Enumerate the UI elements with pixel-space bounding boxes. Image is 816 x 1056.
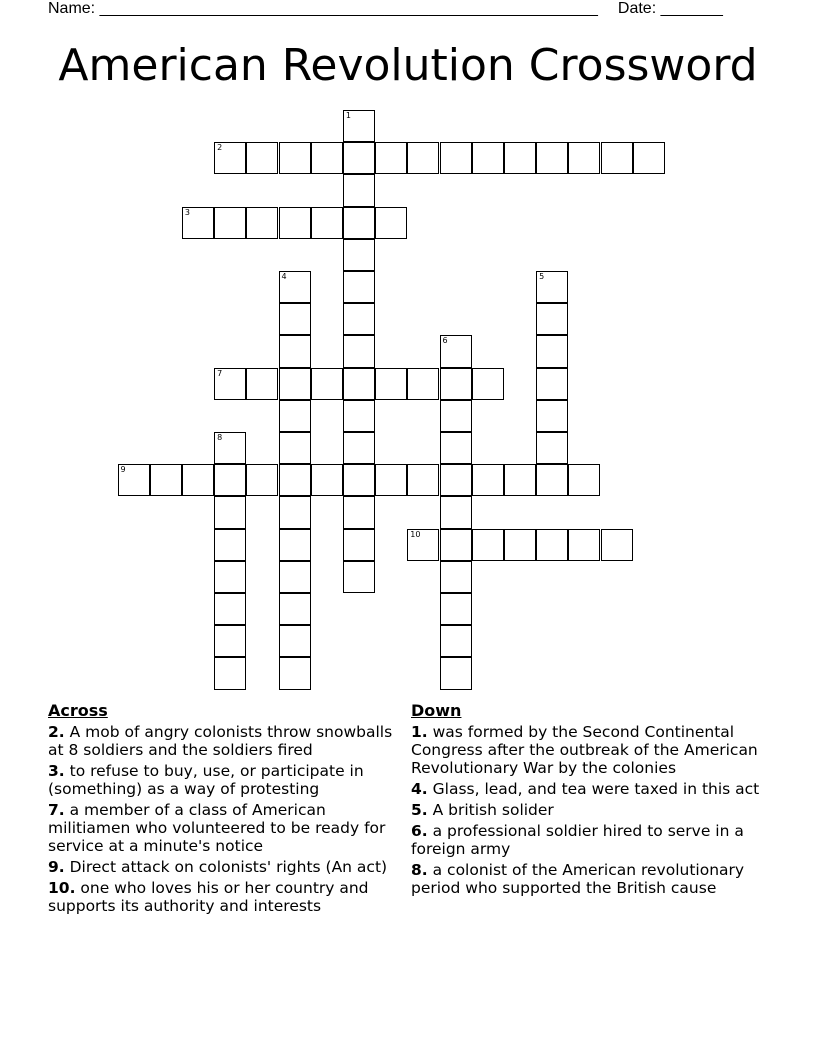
down-heading: Down (411, 701, 462, 720)
cell-number: 6 (442, 336, 448, 346)
grid-cell[interactable] (504, 529, 536, 561)
grid-cell[interactable] (279, 593, 311, 625)
grid-cell[interactable] (536, 303, 568, 335)
grid-cell[interactable] (536, 464, 568, 496)
cell-number: 4 (281, 272, 287, 281)
grid-cell[interactable] (375, 207, 407, 239)
grid-cell[interactable] (214, 625, 246, 657)
clue-text: was formed by the Second Continental Congress after the outbreak of the American Revolutionary War by the colonies (411, 723, 758, 777)
grid-cell[interactable] (279, 400, 311, 432)
clue-item (411, 723, 771, 777)
grid-cell[interactable] (343, 110, 375, 142)
grid-cell[interactable] (536, 432, 568, 464)
grid-cell[interactable] (536, 529, 568, 561)
grid-cell[interactable] (440, 593, 472, 625)
grid-cell[interactable] (601, 529, 633, 561)
cell-number: 1 (345, 111, 351, 120)
grid-cell[interactable] (440, 561, 472, 593)
grid-cell[interactable] (407, 368, 439, 400)
grid-cell[interactable] (214, 432, 246, 464)
name-label: Name: ________________________________________________________ (48, 0, 598, 17)
grid-cell[interactable] (214, 368, 246, 400)
clue-number: 7. (48, 801, 65, 819)
grid-cell[interactable] (214, 464, 246, 496)
grid-cell[interactable] (504, 142, 536, 174)
clue-item (411, 861, 771, 897)
grid-cell[interactable] (246, 368, 278, 400)
grid-cell[interactable] (633, 142, 665, 174)
clue-number: 4. (411, 780, 428, 798)
grid-cell[interactable] (407, 464, 439, 496)
grid-cell[interactable] (343, 561, 375, 593)
grid-cell[interactable] (279, 303, 311, 335)
grid-cell[interactable] (472, 464, 504, 496)
grid-cell[interactable] (407, 142, 439, 174)
clue-item (48, 762, 408, 798)
grid-cell[interactable] (311, 368, 343, 400)
grid-cell[interactable] (279, 368, 311, 400)
clue-item (411, 780, 771, 798)
grid-cell[interactable] (375, 142, 407, 174)
clue-text: A mob of angry colonists throw snowballs at 8 soldiers and the soldiers fired (48, 723, 393, 759)
clue-text: A british solider (432, 801, 554, 819)
grid-cell[interactable] (279, 529, 311, 561)
grid-cell[interactable] (440, 496, 472, 528)
clue-number: 8. (411, 861, 428, 879)
grid-cell[interactable] (440, 400, 472, 432)
grid-cell[interactable] (214, 561, 246, 593)
grid-cell[interactable] (343, 271, 375, 303)
grid-cell[interactable] (182, 464, 214, 496)
grid-cell[interactable] (214, 529, 246, 561)
down-clues (411, 701, 771, 900)
grid-cell[interactable] (279, 496, 311, 528)
grid-cell[interactable] (214, 496, 246, 528)
grid-cell[interactable] (214, 207, 246, 239)
clue-number: 5. (411, 801, 428, 819)
grid-cell[interactable] (214, 593, 246, 625)
cell-number: 8 (217, 433, 223, 442)
grid-cell[interactable] (279, 625, 311, 657)
grid-cell[interactable] (536, 368, 568, 400)
grid-cell[interactable] (279, 142, 311, 174)
grid-cell[interactable] (279, 271, 311, 303)
clue-text: Direct attack on colonists' rights (An act) (69, 858, 388, 876)
grid-cell[interactable] (311, 142, 343, 174)
clue-item (48, 801, 408, 855)
grid-cell[interactable] (601, 142, 633, 174)
grid-cell[interactable] (279, 335, 311, 367)
grid-cell[interactable] (343, 174, 375, 206)
cell-number: 5 (539, 272, 545, 281)
grid-cell[interactable] (440, 142, 472, 174)
grid-cell[interactable] (472, 368, 504, 400)
cell-number: 2 (217, 143, 223, 153)
grid-cell[interactable] (343, 335, 375, 367)
clue-item (48, 858, 408, 876)
clue-number: 2. (48, 723, 65, 741)
grid-cell[interactable] (440, 529, 472, 561)
clue-text: a colonist of the American revolutionary period who supported the British cause (411, 861, 745, 897)
grid-cell[interactable] (440, 464, 472, 496)
cell-number: 3 (184, 207, 190, 217)
grid-cell[interactable] (504, 464, 536, 496)
cell-number: 9 (120, 465, 126, 475)
grid-cell[interactable] (536, 335, 568, 367)
cell-number: 10 (410, 529, 421, 539)
grid-cell[interactable] (246, 142, 278, 174)
grid-cell[interactable] (279, 464, 311, 496)
grid-cell[interactable] (343, 368, 375, 400)
grid-cell[interactable] (214, 657, 246, 689)
grid-cell[interactable] (568, 464, 600, 496)
grid-cell[interactable] (246, 464, 278, 496)
clue-number: 10. (48, 879, 76, 897)
grid-cell[interactable] (343, 303, 375, 335)
grid-cell[interactable] (279, 657, 311, 689)
clue-number: 3. (48, 762, 65, 780)
grid-cell[interactable] (279, 561, 311, 593)
grid-cell[interactable] (311, 464, 343, 496)
grid-cell[interactable] (343, 496, 375, 528)
grid-cell[interactable] (440, 657, 472, 689)
grid-cell[interactable] (150, 464, 182, 496)
grid-cell[interactable] (246, 207, 278, 239)
grid-cell[interactable] (311, 207, 343, 239)
grid-cell[interactable] (343, 207, 375, 239)
clue-item (411, 801, 771, 819)
grid-cell[interactable] (472, 529, 504, 561)
cell-number: 7 (217, 368, 223, 378)
date-label: Date: _______ (617, 0, 723, 17)
clue-text: a member of a class of American militiamen who volunteered to be ready for service at a minute's notice (48, 801, 386, 855)
grid-cell[interactable] (536, 400, 568, 432)
grid-cell[interactable] (375, 464, 407, 496)
grid-cell[interactable] (472, 142, 504, 174)
grid-cell[interactable] (440, 368, 472, 400)
grid-cell[interactable] (568, 529, 600, 561)
grid-cell[interactable] (343, 400, 375, 432)
clue-number: 9. (48, 858, 65, 876)
page-title: American Revolution Crossword (58, 40, 758, 91)
grid-cell[interactable] (343, 142, 375, 174)
grid-cell[interactable] (440, 335, 472, 367)
clue-text: Glass, lead, and tea were taxed in this act (432, 780, 760, 798)
clue-text: one who loves his or her country and supports its authority and interests (48, 879, 369, 915)
grid-cell[interactable] (118, 464, 150, 496)
clue-number: 1. (411, 723, 428, 741)
grid-cell[interactable] (343, 529, 375, 561)
clue-text: to refuse to buy, use, or participate in (something) as a way of protesting (48, 762, 364, 798)
clue-item (48, 879, 408, 915)
grid-cell[interactable] (343, 239, 375, 271)
grid-cell[interactable] (407, 529, 439, 561)
grid-cell[interactable] (536, 142, 568, 174)
grid-cell[interactable] (568, 142, 600, 174)
grid-cell[interactable] (343, 432, 375, 464)
grid-cell[interactable] (279, 207, 311, 239)
grid-cell[interactable] (375, 368, 407, 400)
clue-item (48, 723, 408, 759)
grid-cell[interactable] (279, 432, 311, 464)
grid-cell[interactable] (214, 142, 246, 174)
grid-cell[interactable] (536, 271, 568, 303)
grid-cell[interactable] (343, 464, 375, 496)
clue-item (411, 822, 771, 858)
grid-cell[interactable] (440, 432, 472, 464)
across-heading: Across (48, 701, 108, 720)
across-clues (48, 701, 408, 918)
clue-number: 6. (411, 822, 428, 840)
grid-cell[interactable] (440, 625, 472, 657)
grid-cell[interactable] (182, 207, 214, 239)
clue-text: a professional soldier hired to serve in a foreign army (411, 822, 744, 858)
